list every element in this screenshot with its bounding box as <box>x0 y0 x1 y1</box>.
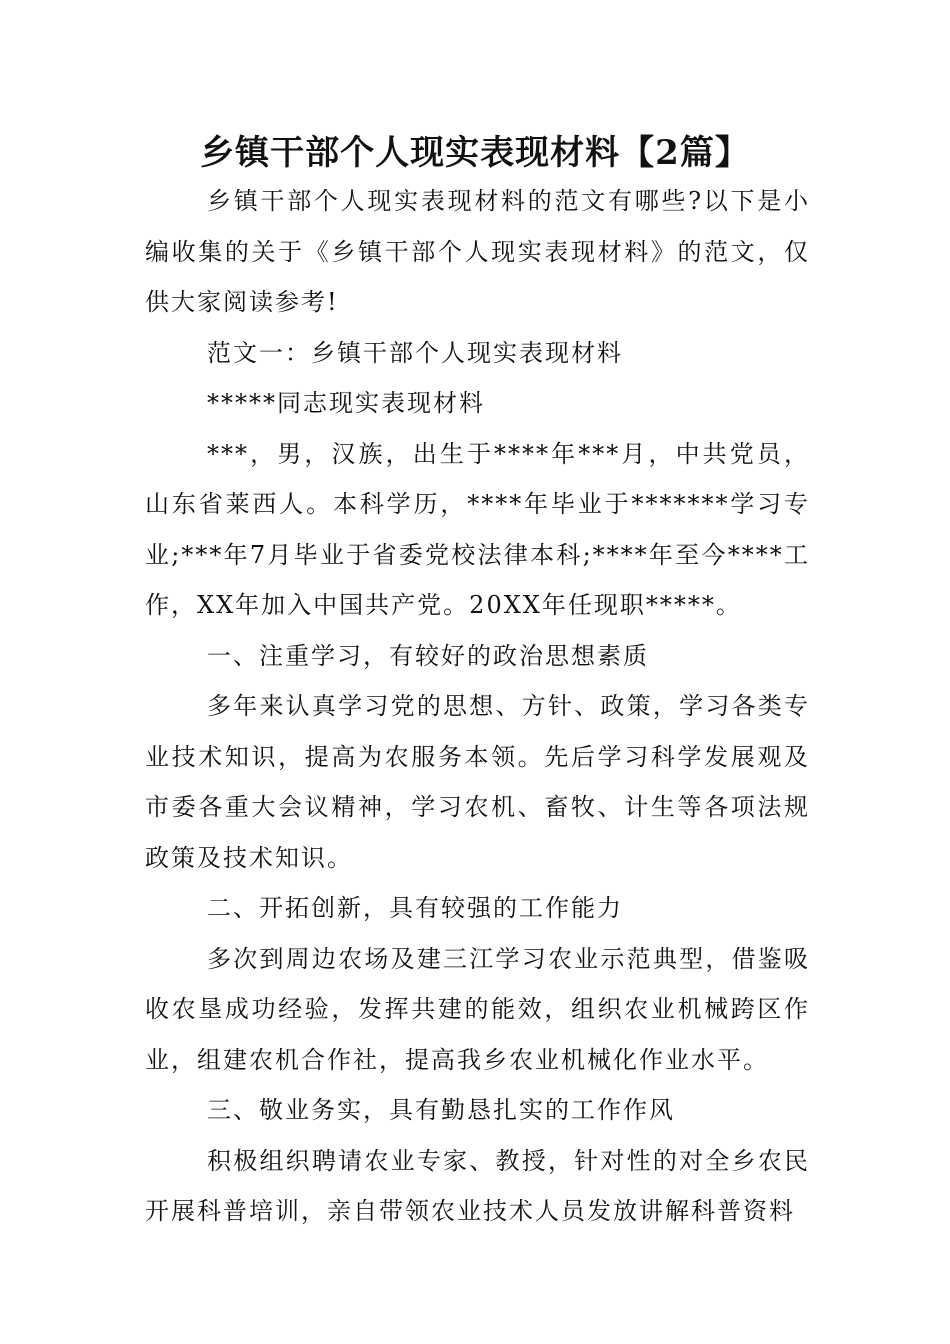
section-heading-1: 一、注重学习，有较好的政治思想素质 <box>207 641 649 670</box>
intro-paragraph: 乡镇干部个人现实表现材料的范文有哪些?以下是小编收集的关于《乡镇干部个人现实表现材料》的范文，仅供大家阅读参考! <box>145 187 810 316</box>
document-body <box>145 176 810 1237</box>
document-title: 乡镇干部个人现实表现材料【2篇】 <box>200 133 750 173</box>
section-paragraph-2: 多次到周边农场及建三江学习农业示范典型，借鉴吸收农垦成功经验，发挥共建的能效，组织农业机械跨区作业，组建农机合作社，提高我乡农业机械化作业水平。 <box>145 944 810 1074</box>
material-heading: *****同志现实表现材料 <box>207 389 485 417</box>
section-heading-2: 二、开拓创新，具有较强的工作能力 <box>207 894 623 922</box>
section-paragraph-1: 多年来认真学习党的思想、方针、政策，学习各类专业技术知识，提高为农服务本领。先后学习科学发展观及市委各重大会议精神，学习农机、畜牧、计生等各项法规政策及技术知识。 <box>145 692 810 872</box>
section-heading-3: 三、敬业务实，具有勤恳扎实的工作作风 <box>207 1096 675 1124</box>
profile-paragraph: ***，男，汉族，出生于****年***月，中共党员，山东省莱西人。本科学历，****年毕业于*******学习专业;***年7月毕业于省委党校法律本科;****年至今****工作，XX年加入中国共产党。20XX年任现职*****。 <box>145 439 810 619</box>
sample-heading: 范文一：乡镇干部个人现实表现材料 <box>207 338 623 367</box>
section-paragraph-3: 积极组织聘请农业专家、教授，针对性的对全乡农民开展科普培训，亲自带领农业技术人员发放讲解科普资料 <box>145 1146 810 1225</box>
